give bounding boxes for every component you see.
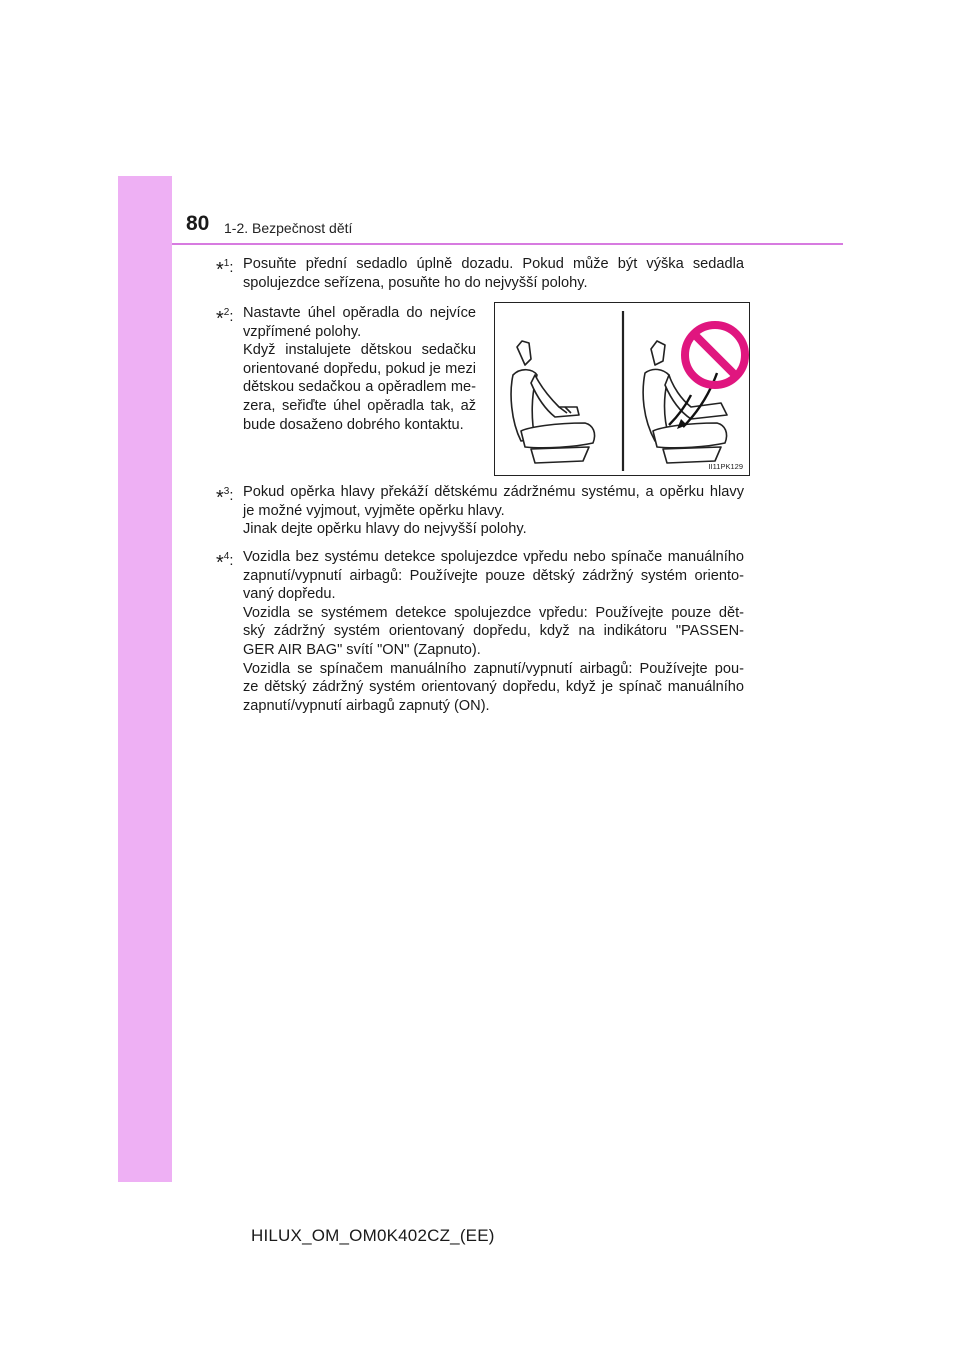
note-line: Vozidla se systémem detekce spolujezdce vpředu: Používejte pouze dět- [243, 604, 744, 621]
note-line: zera, seřiďte úhel opěradla tak, až [243, 397, 476, 414]
note-line: Nastavte úhel opěradla do nejvíce [243, 305, 476, 321]
note-line: ský zádržný systém orientovaný dopředu, když na indikátoru "PASSEN- [243, 623, 744, 640]
note-line: Jinak dejte opěrku hlavy do nejvyšší polohy. [243, 521, 527, 538]
footnote-marker: *$^4$: [216, 551, 234, 574]
note-line: ze dětský zádržný systém orientovaný dopředu, když je spínač manuálního [243, 679, 744, 696]
footnote-marker: *$^2$: [216, 307, 234, 330]
note-line: bude dosaženo dobrého kontaktu. [243, 416, 464, 433]
footnote-marker: *$^3$: [216, 486, 234, 509]
note-line: Když instalujete dětskou sedačku [243, 342, 476, 359]
seat-illustration [494, 302, 750, 476]
note-line: Pokud opěrka hlavy překáží dětskému zádržnému systému, a opěrku hlavy [243, 484, 744, 500]
note-3 [216, 483, 744, 539]
note-line: dětskou sedačkou a opěradlem me- [243, 379, 476, 396]
figure-code: II11PK129 [708, 462, 743, 471]
section-title: 1-2. Bezpečnost dětí [224, 220, 353, 236]
note-line: GER AIR BAG" svítí "ON" (Zapnuto). [243, 641, 481, 658]
header-divider [172, 243, 843, 245]
footnote-marker: *$^1$: [216, 258, 234, 281]
page-number: 80 [186, 212, 210, 235]
note-line: zapnutí/vypnutí airbagů zapnutý (ON). [243, 697, 490, 714]
note-line: Vozidla se spínačem manuálního zapnutí/vypnutí airbagů: Používejte pou- [243, 660, 744, 677]
note-line: Vozidla bez systému detekce spolujezdce vpředu nebo spínače manuálního [243, 549, 744, 565]
note-2 [216, 304, 476, 434]
note-line: Posuňte přední sedadlo úplně dozadu. Pokud může být výška sedadla [243, 256, 744, 272]
note-line: spolujezdce seřízena, posuňte ho do nejvyšší polohy. [243, 274, 588, 291]
seat-diagram [495, 303, 751, 477]
note-line: vaný dopředu. [243, 586, 336, 603]
note-1 [216, 255, 744, 292]
note-line: orientované dopředu, pokud je mezi [243, 360, 476, 377]
note-4 [216, 548, 744, 715]
seat-upright-icon [511, 341, 595, 463]
document-code-footer: HILUX_OM_OM0K402CZ_(EE) [251, 1226, 495, 1245]
note-line: zapnutí/vypnutí airbagů: Používejte pouze dětský zádržný systém oriento- [243, 567, 744, 584]
section-tab-bar [118, 176, 172, 1182]
note-line: je možné vyjmout, vyjměte opěrku hlavy. [243, 502, 505, 519]
note-line: vzpřímené polohy. [243, 323, 362, 340]
